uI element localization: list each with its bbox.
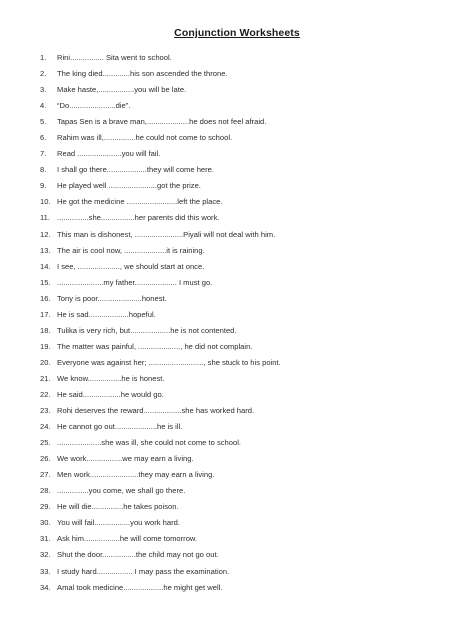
- exercise-sentence: .....................she was ill, she could not come to school.: [57, 438, 242, 448]
- exercise-sentence: I see, ...................., we should start at once.: [57, 261, 205, 271]
- exercise-sentence: Read .....................you will fail.: [57, 149, 161, 159]
- exercise-item: [40, 323, 454, 339]
- exercise-number: 14.: [40, 261, 51, 271]
- exercise-item: [40, 564, 454, 580]
- exercise-item: [40, 451, 454, 467]
- exercise-sentence: ...............you come, we shall go there.: [57, 486, 186, 496]
- exercise-number: 13.: [40, 245, 51, 255]
- exercise-sentence: I study hard................. I may pass the examination.: [57, 566, 230, 576]
- exercise-sentence: Make haste,.................you will be late.: [57, 85, 187, 95]
- exercise-item: [40, 467, 454, 483]
- exercise-item: [40, 499, 454, 515]
- exercise-item: [40, 483, 454, 499]
- exercise-sentence: The air is cool now, ....................it is raining.: [57, 245, 205, 255]
- exercise-item: [40, 547, 454, 563]
- exercise-number: 6.: [40, 133, 47, 143]
- exercise-sentence: The king died.............his son ascended the throne.: [57, 69, 228, 79]
- exercise-number: 16.: [40, 293, 51, 303]
- exercise-item: [40, 371, 454, 387]
- exercise-number: 32.: [40, 550, 51, 560]
- exercise-sentence: He got the medicine ........................left the place.: [57, 197, 223, 207]
- exercise-number: 8.: [40, 165, 47, 175]
- exercise-number: 34.: [40, 582, 51, 592]
- exercise-number: 25.: [40, 438, 51, 448]
- exercise-number: 33.: [40, 566, 51, 576]
- exercise-item: [40, 82, 454, 98]
- exercise-sentence: He will die...............he takes poison.: [57, 502, 179, 512]
- exercise-sentence: He said..................he would go.: [57, 389, 164, 399]
- exercise-sentence: Tony is poor.....................honest.: [57, 293, 167, 303]
- exercise-sentence: I shall go there...................they will come here.: [57, 165, 215, 175]
- exercise-sentence: He cannot go out....................he is ill.: [57, 422, 183, 432]
- exercise-sentence: Rahim was ill,...............he could not come to school.: [57, 133, 233, 143]
- exercise-item: [40, 50, 454, 66]
- exercise-sentence: You will fail.................you work hard.: [57, 518, 180, 528]
- exercise-sentence: This man is dishonest, .......................Piyali will not deal with him.: [57, 229, 276, 239]
- exercise-number: 30.: [40, 518, 51, 528]
- exercise-number: 9.: [40, 181, 47, 191]
- exercise-number: 15.: [40, 277, 51, 287]
- exercise-sentence: Amal took medicine...................he might get well.: [57, 582, 223, 592]
- exercise-sentence: Rohi deserves the reward..................she has worked hard.: [57, 406, 255, 416]
- exercise-item: [40, 291, 454, 307]
- exercise-sentence: Men work.......................they may earn a living.: [57, 470, 215, 480]
- exercise-number: 22.: [40, 389, 51, 399]
- exercise-number: 31.: [40, 534, 51, 544]
- exercise-number: 27.: [40, 470, 51, 480]
- exercise-sentence: Tapas Sen is a brave man,....................he does not feel afraid.: [57, 117, 267, 127]
- exercise-number: 24.: [40, 422, 51, 432]
- exercise-item: [40, 162, 454, 178]
- exercise-number: 3.: [40, 85, 47, 95]
- exercise-sentence: Shut the door................the child may not go out.: [57, 550, 219, 560]
- exercise-sentence: The matter was painful, ...................., he did not complain.: [57, 341, 253, 351]
- exercise-number: 23.: [40, 406, 51, 416]
- exercise-item: [40, 114, 454, 130]
- exercise-sentence: We work.................we may earn a living.: [57, 454, 194, 464]
- exercise-number: 1.: [40, 53, 47, 62]
- exercise-number: 12.: [40, 229, 51, 239]
- exercise-number: 29.: [40, 502, 51, 512]
- exercise-number: 20.: [40, 357, 51, 367]
- exercise-sentence: We know................he is honest.: [57, 373, 165, 383]
- exercise-item: [40, 435, 454, 451]
- exercise-item: [40, 339, 454, 355]
- exercise-item: [40, 243, 454, 259]
- exercise-item: [40, 227, 454, 243]
- exercise-number: 19.: [40, 341, 51, 351]
- exercise-sentence: Rini................ Sita went to school.: [57, 53, 172, 62]
- exercise-sentence: Ask him.................he will come tomorrow.: [57, 534, 198, 544]
- exercise-item: [40, 130, 454, 146]
- exercise-number: 4.: [40, 101, 47, 111]
- exercise-item: [40, 194, 454, 210]
- exercise-list: [40, 50, 454, 596]
- exercise-item: [40, 210, 454, 226]
- exercise-sentence: He is sad...................hopeful.: [57, 309, 156, 319]
- exercise-number: 26.: [40, 454, 51, 464]
- page-title: Conjunction Worksheets: [174, 27, 300, 39]
- exercise-item: [40, 419, 454, 435]
- exercise-number: 21.: [40, 373, 51, 383]
- exercise-item: [40, 515, 454, 531]
- exercise-sentence: Everyone was against her; .........................., she stuck to his point.: [57, 357, 281, 367]
- exercise-item: [40, 307, 454, 323]
- exercise-number: 2.: [40, 69, 47, 79]
- exercise-sentence: ......................my father.................... I must go.: [57, 277, 213, 287]
- exercise-item: [40, 178, 454, 194]
- exercise-item: [40, 580, 454, 596]
- exercise-sentence: He played well .......................got the prize.: [57, 181, 201, 191]
- exercise-number: 18.: [40, 325, 51, 335]
- exercise-item: [40, 275, 454, 291]
- exercise-item: [40, 403, 454, 419]
- exercise-item: [40, 98, 454, 114]
- exercise-item: [40, 387, 454, 403]
- exercise-number: 28.: [40, 486, 51, 496]
- exercise-sentence: ...............she................her parents did this work.: [57, 213, 220, 223]
- exercise-sentence: “Do......................die”.: [57, 101, 131, 111]
- exercise-number: 7.: [40, 149, 47, 159]
- exercise-number: 11.: [40, 213, 50, 223]
- exercise-sentence: Tulika is very rich, but...................he is not contented.: [57, 325, 237, 335]
- exercise-number: 17.: [40, 309, 51, 319]
- exercise-item: [40, 66, 454, 82]
- exercise-number: 10.: [40, 197, 51, 207]
- exercise-item: [40, 146, 454, 162]
- exercise-item: [40, 531, 454, 547]
- exercise-item: [40, 259, 454, 275]
- exercise-number: 5.: [40, 117, 47, 127]
- exercise-item: [40, 355, 454, 371]
